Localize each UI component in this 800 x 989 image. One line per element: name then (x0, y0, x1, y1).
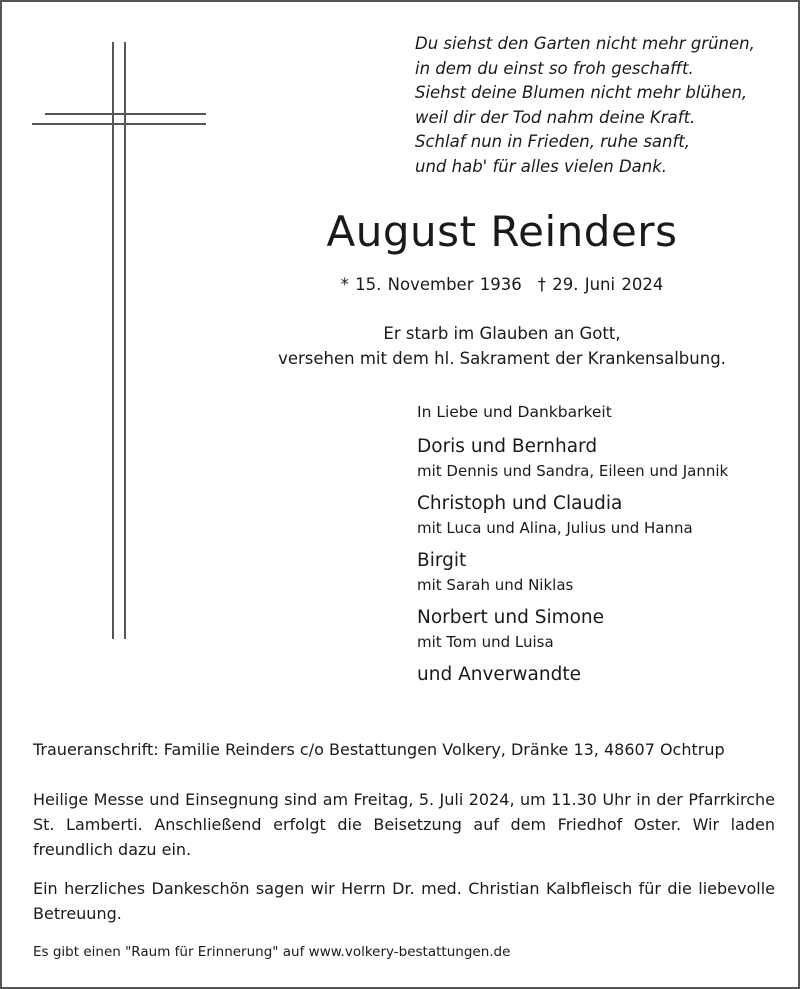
mourning-address: Traueranschrift: Familie Reinders c/o Bestattungen Volkery, Dränke 13, 48607 Ochtrup (33, 740, 725, 759)
mourner-group-name: Norbert und Simone (417, 607, 605, 628)
birth-date: * 15. November 1936 (340, 275, 522, 294)
mourners-list (417, 400, 797, 688)
death-date: † 29. Juni 2024 (537, 275, 664, 294)
poem-line: und hab' für alles vielen Dank. (415, 156, 668, 176)
mourners-closing: und Anverwandte (417, 664, 581, 685)
poem-line: Du siehst den Garten nicht mehr grünen, (415, 34, 755, 53)
mourner-group-children: mit Tom und Luisa (417, 633, 554, 651)
poem-line: in dem du einst so froh geschafft. (415, 58, 694, 78)
poem-line: Siehst deine Blumen nicht mehr blühen, (415, 83, 748, 103)
website-note: Es gibt einen "Raum für Erinnerung" auf www.volkery-bestattungen.de (33, 944, 511, 960)
mourner-group-name: Doris und Bernhard (417, 436, 598, 457)
mourner-group-children: mit Luca und Alina, Julius und Hanna (417, 519, 693, 537)
mourners-intro: In Liebe und Dankbarkeit (417, 403, 612, 421)
mourner-group-children: mit Dennis und Sandra, Eileen und Jannik (417, 462, 729, 480)
cross-horizontal-bar-bottom (32, 123, 206, 125)
mourner-group-name: Birgit (417, 550, 467, 571)
cross-vertical-bar-right (124, 42, 126, 639)
funeral-service-info: Heilige Messe und Einsegnung sind am Freitag, 5. Juli 2024, um 11.30 Uhr in der Pfarrkirche St. Lamberti. Anschließend erfolgt die Beisetzung auf dem Friedhof Oster. Wir laden freundlich dazu ein. (33, 790, 775, 859)
thanks-note: Ein herzliches Dankeschön sagen wir Herrn Dr. med. Christian Kalbfleisch für die liebevolle Betreuung. (33, 879, 775, 923)
life-dates (202, 275, 800, 294)
mourner-group (417, 604, 797, 653)
poem-line: Schlaf nun in Frieden, ruhe sanft, (415, 132, 691, 152)
mourner-group (417, 547, 797, 596)
faith-line: Er starb im Glauben an Gott, (383, 324, 621, 343)
cross-horizontal-bar-top (45, 113, 206, 115)
mourner-group (417, 433, 797, 482)
mourner-group (417, 490, 797, 539)
cross-vertical-bar-left (112, 42, 114, 639)
faith-statement (202, 321, 800, 371)
deceased-name: August Reinders (326, 207, 678, 256)
poem (415, 32, 785, 180)
mourner-group-name: Christoph und Claudia (417, 493, 623, 514)
poem-line: weil dir der Tod nahm deine Kraft. (415, 107, 696, 127)
mourner-group-children: mit Sarah und Niklas (417, 576, 574, 594)
faith-line: versehen mit dem hl. Sakrament der Krankensalbung. (278, 349, 726, 368)
